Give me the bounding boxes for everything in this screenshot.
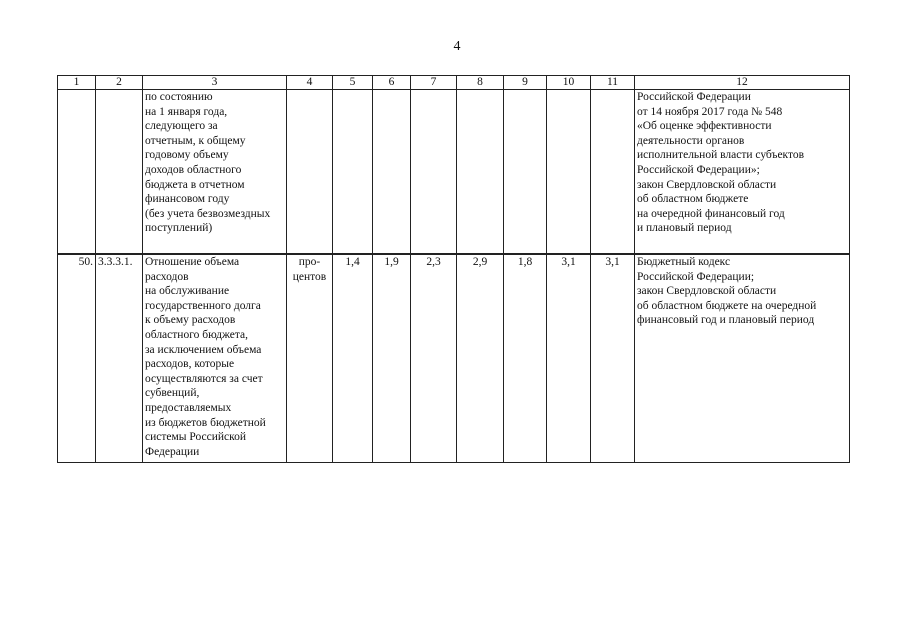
text-line: финансовый год и плановый период — [637, 314, 815, 327]
header-cell: 12 — [635, 76, 850, 90]
indicator-name-cell — [143, 90, 287, 254]
header-cell: 10 — [547, 76, 591, 90]
text-line: бюджета в отчетном — [145, 178, 245, 191]
text-line: следующего за — [145, 120, 218, 133]
text-line: закон Свердловской области — [637, 285, 777, 298]
header-cell: 1 — [58, 76, 96, 90]
text-line: на очередной финансовый год — [637, 207, 785, 220]
text-line: поступлений) — [145, 222, 213, 235]
header-cell: 5 — [333, 76, 373, 90]
header-cell: 11 — [591, 76, 635, 90]
page-number: 4 — [453, 39, 461, 54]
text-line: доходов областного — [145, 163, 242, 176]
text-line: субвенций, — [145, 387, 200, 400]
text-line: системы Российской — [145, 431, 247, 444]
text-line: закон Свердловской области — [637, 178, 777, 191]
text-line: за исключением объема — [145, 343, 262, 356]
value-cell: 1,4 — [333, 255, 373, 463]
text-line: Российской Федерации; — [637, 270, 755, 283]
text-line: Бюджетный кодекс — [637, 256, 731, 268]
header-cell: 4 — [287, 76, 333, 90]
text-line: от 14 ноября 2017 года № 548 — [637, 105, 783, 118]
table-row — [58, 255, 850, 463]
value-cell: 2,9 — [457, 255, 504, 463]
text-line: (без учета безвозмездных — [145, 207, 271, 220]
header-cell: 3 — [143, 76, 287, 90]
value-cell: 3,1 — [591, 255, 635, 463]
text-line: областного бюджета, — [145, 328, 249, 341]
header-cell: 7 — [411, 76, 457, 90]
unit-cell — [287, 255, 333, 463]
text-line: Федерации — [145, 445, 200, 458]
text-line: финансовом году — [145, 193, 230, 206]
value-cell — [411, 90, 457, 254]
row-code-cell — [96, 90, 143, 254]
legal-basis-cell — [635, 90, 850, 254]
text-line: отчетным, к общему — [145, 134, 246, 147]
text-line: и плановый период — [637, 222, 732, 235]
text-line: Российской Федерации»; — [637, 163, 760, 176]
text-line: об областном бюджете на очередной — [637, 299, 817, 312]
header-cell: 9 — [504, 76, 547, 90]
text-line: годовому объему — [145, 149, 229, 162]
text-line: предоставляемых — [145, 401, 232, 414]
text-line: из бюджетов бюджетной — [145, 416, 266, 429]
value-cell — [591, 90, 635, 254]
text-line: про- — [298, 256, 321, 268]
text-line: государственного долга — [145, 299, 261, 312]
text-line: по состоянию — [145, 91, 213, 103]
header-cell: 8 — [457, 76, 504, 90]
value-cell: 1,8 — [504, 255, 547, 463]
value-cell — [547, 90, 591, 254]
text-line: расходов — [145, 270, 189, 283]
value-cell: 2,3 — [411, 255, 457, 463]
row-code-cell: 3.3.3.1. — [96, 255, 143, 463]
text-line: «Об оценке эффективности — [637, 120, 772, 133]
header-cell: 6 — [373, 76, 411, 90]
row-number-cell: 50. — [58, 255, 96, 463]
value-cell: 1,9 — [373, 255, 411, 463]
text-line: расходов, которые — [145, 358, 235, 371]
text-line: центов — [292, 270, 327, 283]
text-line: Отношение объема — [145, 256, 240, 268]
value-cell — [373, 90, 411, 254]
indicator-name-cell — [143, 255, 287, 463]
row-number-cell — [58, 90, 96, 254]
text-line: на 1 января года, — [145, 105, 228, 118]
text-line: исполнительной власти субъектов — [637, 149, 805, 162]
text-line: деятельности органов — [637, 134, 745, 147]
indicator-table — [57, 75, 850, 463]
value-cell: 3,1 — [547, 255, 591, 463]
text-line: на обслуживание — [145, 285, 230, 298]
text-line: об областном бюджете — [637, 193, 749, 206]
table-header-row — [58, 76, 850, 90]
unit-cell — [287, 90, 333, 254]
text-line: Российской Федерации — [637, 91, 751, 103]
value-cell — [504, 90, 547, 254]
text-line: осуществляются за счет — [145, 372, 263, 385]
value-cell — [333, 90, 373, 254]
text-line: к объему расходов — [145, 314, 236, 327]
header-cell: 2 — [96, 76, 143, 90]
legal-basis-cell — [635, 255, 850, 463]
value-cell — [457, 90, 504, 254]
table-row — [58, 90, 850, 254]
